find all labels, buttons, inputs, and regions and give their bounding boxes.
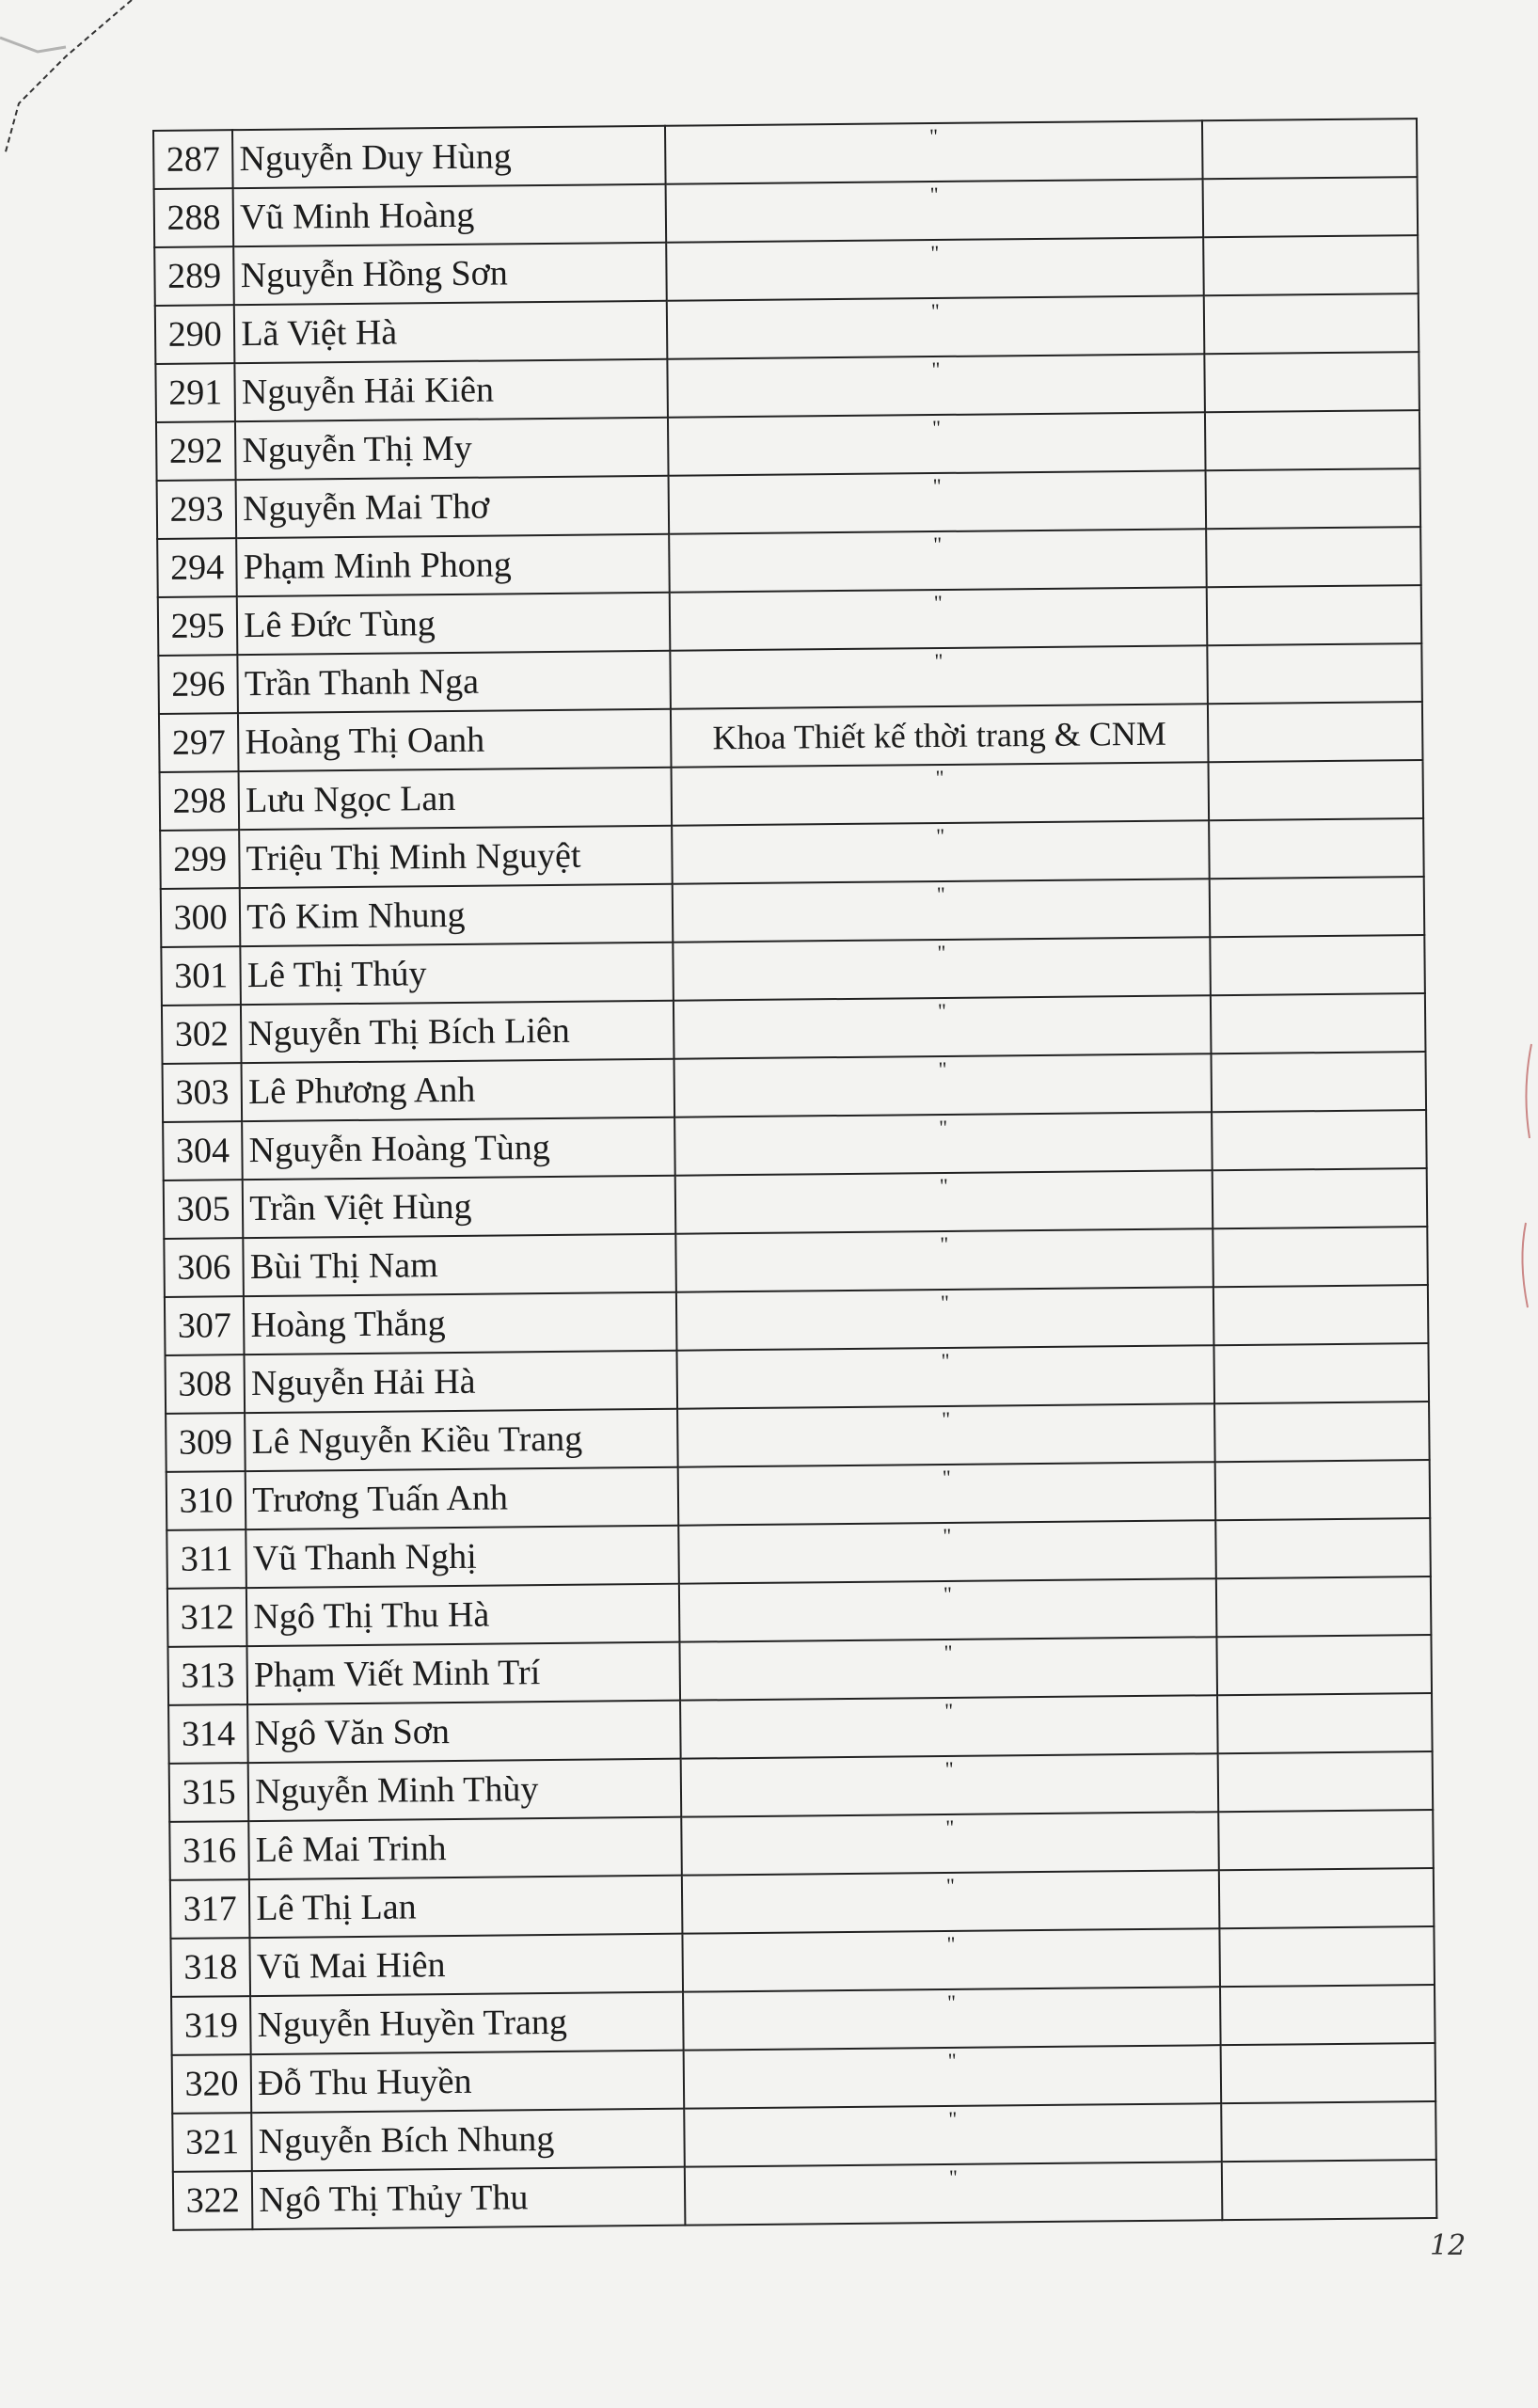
row-number-cell: 296: [158, 655, 238, 714]
ditto-mark: ": [939, 1173, 948, 1198]
note-cell: [1220, 1926, 1435, 1987]
department-cell: [683, 2045, 1221, 2108]
row-number-cell: 290: [155, 305, 235, 364]
full-name-cell: Lã Việt Hà: [234, 301, 667, 363]
department-cell: [665, 179, 1203, 242]
note-cell: [1221, 2101, 1435, 2162]
full-name-cell: Triệu Thị Minh Nguyệt: [239, 826, 672, 888]
full-name-cell: Lưu Ngọc Lan: [239, 768, 672, 830]
department-cell: [681, 1812, 1219, 1875]
department-cell: [674, 995, 1212, 1058]
note-cell: [1212, 1110, 1426, 1170]
row-number-cell: 306: [164, 1238, 244, 1297]
department-cell: [671, 762, 1209, 825]
full-name-cell: Lê Đức Tùng: [237, 593, 670, 655]
ditto-mark: ": [931, 415, 942, 440]
note-cell: [1202, 119, 1417, 179]
ditto-mark: ": [941, 1348, 950, 1373]
row-number-cell: 298: [160, 771, 240, 831]
department-cell: [672, 820, 1210, 883]
ditto-mark: ": [945, 1814, 955, 1839]
note-cell: [1214, 1343, 1429, 1403]
full-name-cell: Vũ Mai Hiên: [250, 1934, 683, 1996]
row-number-cell: 311: [166, 1529, 246, 1589]
note-cell: [1216, 1576, 1431, 1637]
full-name-cell: Ngô Thị Thủy Thu: [252, 2167, 685, 2229]
row-number-cell: 295: [158, 596, 238, 656]
full-name-cell: Lê Nguyễn Kiều Trang: [245, 1409, 677, 1471]
department-cell: [675, 1287, 1213, 1350]
ditto-mark: ": [928, 123, 939, 149]
ditto-mark: ": [933, 590, 943, 615]
note-cell: [1213, 1227, 1428, 1287]
row-number-cell: 297: [159, 713, 239, 772]
note-cell: [1213, 1168, 1427, 1228]
full-name-cell: Nguyễn Bích Nhung: [251, 2109, 684, 2171]
note-cell: [1203, 235, 1418, 295]
department-cell: [668, 470, 1206, 533]
full-name-cell: Nguyễn Hải Kiên: [235, 359, 668, 421]
full-name-cell: Trương Tuấn Anh: [246, 1467, 678, 1529]
note-cell: [1218, 1751, 1433, 1812]
row-number-cell: 319: [171, 1996, 251, 2055]
department-cell: [677, 1462, 1215, 1525]
note-cell: [1209, 760, 1423, 820]
ditto-mark: ": [940, 1290, 950, 1315]
department-cell: [676, 1345, 1214, 1408]
note-cell: [1211, 935, 1425, 995]
ditto-mark: ": [947, 2048, 957, 2072]
note-cell: [1211, 993, 1425, 1054]
ditto-mark: ": [944, 1756, 954, 1781]
ditto-mark: ": [934, 648, 943, 673]
full-name-cell: Vũ Minh Hoàng: [233, 184, 666, 246]
note-cell: [1217, 1693, 1432, 1753]
row-number-cell: 287: [153, 130, 233, 189]
department-cell: [684, 2162, 1222, 2225]
note-cell: [1212, 1052, 1426, 1112]
note-cell: [1217, 1635, 1432, 1695]
full-name-cell: Ngô Thị Thu Hà: [246, 1584, 679, 1646]
row-number-cell: 307: [165, 1296, 245, 1355]
ditto-mark: ": [939, 1115, 948, 1140]
department-cell: [666, 237, 1204, 300]
row-number-cell: 314: [168, 1704, 248, 1764]
ditto-mark: ": [945, 1873, 956, 1897]
ditto-mark: ": [943, 1581, 953, 1606]
ditto-mark: ": [943, 1640, 953, 1664]
department-cell: [675, 1228, 1213, 1291]
full-name-cell: Nguyễn Duy Hùng: [232, 126, 665, 188]
department-cell: [679, 1637, 1217, 1700]
full-name-cell: Vũ Thanh Nghị: [246, 1526, 679, 1588]
full-name-cell: Trần Việt Hùng: [243, 1176, 675, 1238]
full-name-cell: Hoàng Thắng: [244, 1292, 676, 1354]
department-cell: [665, 120, 1203, 183]
full-name-cell: Phạm Minh Phong: [236, 534, 669, 596]
row-number-cell: 293: [157, 480, 237, 539]
full-name-cell: Bùi Thị Nam: [244, 1234, 676, 1296]
note-cell: [1204, 293, 1419, 354]
row-number-cell: 316: [169, 1821, 249, 1880]
note-cell: [1215, 1460, 1430, 1520]
row-number-cell: 300: [161, 888, 241, 947]
full-name-cell: Trần Thanh Nga: [238, 651, 671, 713]
note-cell: [1219, 1868, 1434, 1928]
row-number-cell: 313: [167, 1646, 247, 1705]
department-cell: [672, 879, 1210, 942]
department-cell: [678, 1520, 1216, 1583]
full-name-cell: Phạm Viết Minh Trí: [247, 1642, 680, 1704]
ditto-mark: ": [937, 940, 946, 965]
ditto-mark: ": [946, 1931, 956, 1956]
row-number-cell: 303: [163, 1063, 243, 1122]
ditto-mark: ": [942, 1465, 951, 1490]
row-number-cell: 291: [155, 363, 235, 422]
department-cell: [684, 2103, 1222, 2166]
department-cell: [683, 1987, 1221, 2050]
department-cell: [680, 1695, 1218, 1758]
row-number-cell: 301: [161, 946, 241, 1006]
department-cell: [678, 1578, 1216, 1641]
note-cell: [1214, 1402, 1429, 1462]
ditto-mark: ": [944, 1698, 954, 1722]
full-name-cell: Nguyễn Thị My: [235, 418, 668, 480]
department-cell: [669, 587, 1207, 650]
full-name-cell: Đỗ Thu Huyền: [251, 2051, 684, 2113]
full-name-cell: Lê Phương Anh: [242, 1059, 674, 1121]
department-cell: [681, 1870, 1219, 1933]
row-number-cell: 315: [169, 1763, 249, 1822]
note-cell: [1210, 877, 1424, 937]
ditto-mark: ": [948, 2164, 958, 2189]
department-cell: [669, 529, 1207, 592]
ditto-mark: ": [948, 2106, 958, 2131]
full-name-cell: Lê Thị Thúy: [241, 943, 674, 1005]
staff-table: [152, 118, 1437, 2231]
ditto-mark: ": [929, 182, 939, 207]
note-cell: [1205, 410, 1419, 470]
full-name-cell: Lê Mai Trinh: [249, 1817, 682, 1879]
full-name-cell: Nguyễn Mai Thơ: [236, 476, 669, 538]
scan-artifact-line: [0, 0, 141, 160]
full-name-cell: Lê Thị Lan: [249, 1876, 682, 1938]
full-name-cell: Nguyễn Huyền Trang: [250, 1992, 683, 2054]
note-cell: [1209, 818, 1423, 879]
row-number-cell: 288: [154, 188, 234, 247]
row-number-cell: 320: [172, 2054, 252, 2114]
row-number-cell: 312: [167, 1588, 247, 1647]
note-cell: [1207, 585, 1421, 645]
note-cell: [1216, 1518, 1431, 1578]
note-cell: [1206, 468, 1420, 529]
row-number-cell: 318: [170, 1938, 250, 1997]
ditto-mark: ": [932, 473, 942, 499]
department-cell: [667, 354, 1205, 417]
department-cell: [682, 1928, 1220, 1991]
full-name-cell: Nguyễn Minh Thùy: [248, 1759, 681, 1821]
note-cell: [1222, 2160, 1436, 2220]
department-cell: [677, 1403, 1215, 1466]
ditto-mark: ": [937, 998, 947, 1023]
row-number-cell: 308: [166, 1354, 246, 1414]
page-number-mark: 12: [1430, 2229, 1467, 2262]
row-number-cell: 292: [156, 421, 236, 481]
ditto-mark: ": [946, 1989, 957, 2014]
note-cell: [1208, 702, 1422, 762]
department-cell: [668, 412, 1206, 475]
staff-table-container: [152, 118, 1437, 2231]
note-cell: [1220, 1985, 1435, 2045]
full-name-cell: Tô Kim Nhung: [240, 884, 673, 946]
ditto-mark: ": [943, 1523, 952, 1548]
full-name-cell: Hoàng Thị Oanh: [238, 709, 671, 771]
ditto-mark: ": [936, 823, 945, 848]
note-cell: [1221, 2043, 1435, 2103]
department-cell: [670, 645, 1208, 708]
stamp-edge-mark: [1514, 1035, 1538, 1317]
ditto-mark: ": [938, 1056, 947, 1082]
department-cell: [674, 1054, 1212, 1117]
department-cell: [666, 295, 1204, 358]
row-number-cell: 321: [172, 2113, 252, 2172]
note-cell: [1208, 643, 1422, 704]
department-cell: [680, 1753, 1218, 1816]
full-name-cell: Nguyễn Thị Bích Liên: [241, 1001, 674, 1063]
row-number-cell: 305: [164, 1180, 244, 1239]
ditto-mark: ": [935, 765, 944, 790]
ditto-mark: ": [931, 356, 941, 382]
table-row: [173, 2160, 1437, 2230]
note-cell: [1219, 1810, 1434, 1870]
row-number-cell: 309: [166, 1413, 246, 1472]
note-cell: [1206, 527, 1420, 587]
ditto-mark: ": [940, 1231, 949, 1257]
row-number-cell: 317: [170, 1879, 250, 1939]
ditto-mark: ": [933, 531, 943, 557]
full-name-cell: Nguyễn Hải Hà: [245, 1351, 677, 1413]
ditto-mark: ": [942, 1406, 951, 1432]
department-cell: [674, 1170, 1213, 1233]
note-cell: [1205, 352, 1419, 412]
full-name-cell: Ngô Văn Sơn: [247, 1701, 680, 1763]
row-number-cell: 294: [157, 538, 237, 597]
row-number-cell: 310: [166, 1471, 246, 1530]
department-cell: [673, 937, 1211, 1000]
ditto-mark: ": [930, 240, 940, 265]
row-number-cell: 322: [173, 2171, 253, 2230]
row-number-cell: 304: [163, 1121, 243, 1180]
row-number-cell: 299: [160, 830, 240, 889]
row-number-cell: 289: [154, 246, 234, 306]
full-name-cell: Nguyễn Hoàng Tùng: [242, 1117, 674, 1180]
note-cell: [1213, 1285, 1428, 1345]
note-cell: [1203, 177, 1418, 237]
full-name-cell: Nguyễn Hồng Sơn: [233, 243, 666, 305]
row-number-cell: 302: [162, 1005, 242, 1064]
ditto-mark: ": [930, 298, 940, 324]
ditto-mark: ": [936, 881, 945, 907]
department-cell: [674, 1112, 1213, 1175]
department-cell: Khoa Thiết kế thời trang & CNM: [671, 704, 1209, 767]
